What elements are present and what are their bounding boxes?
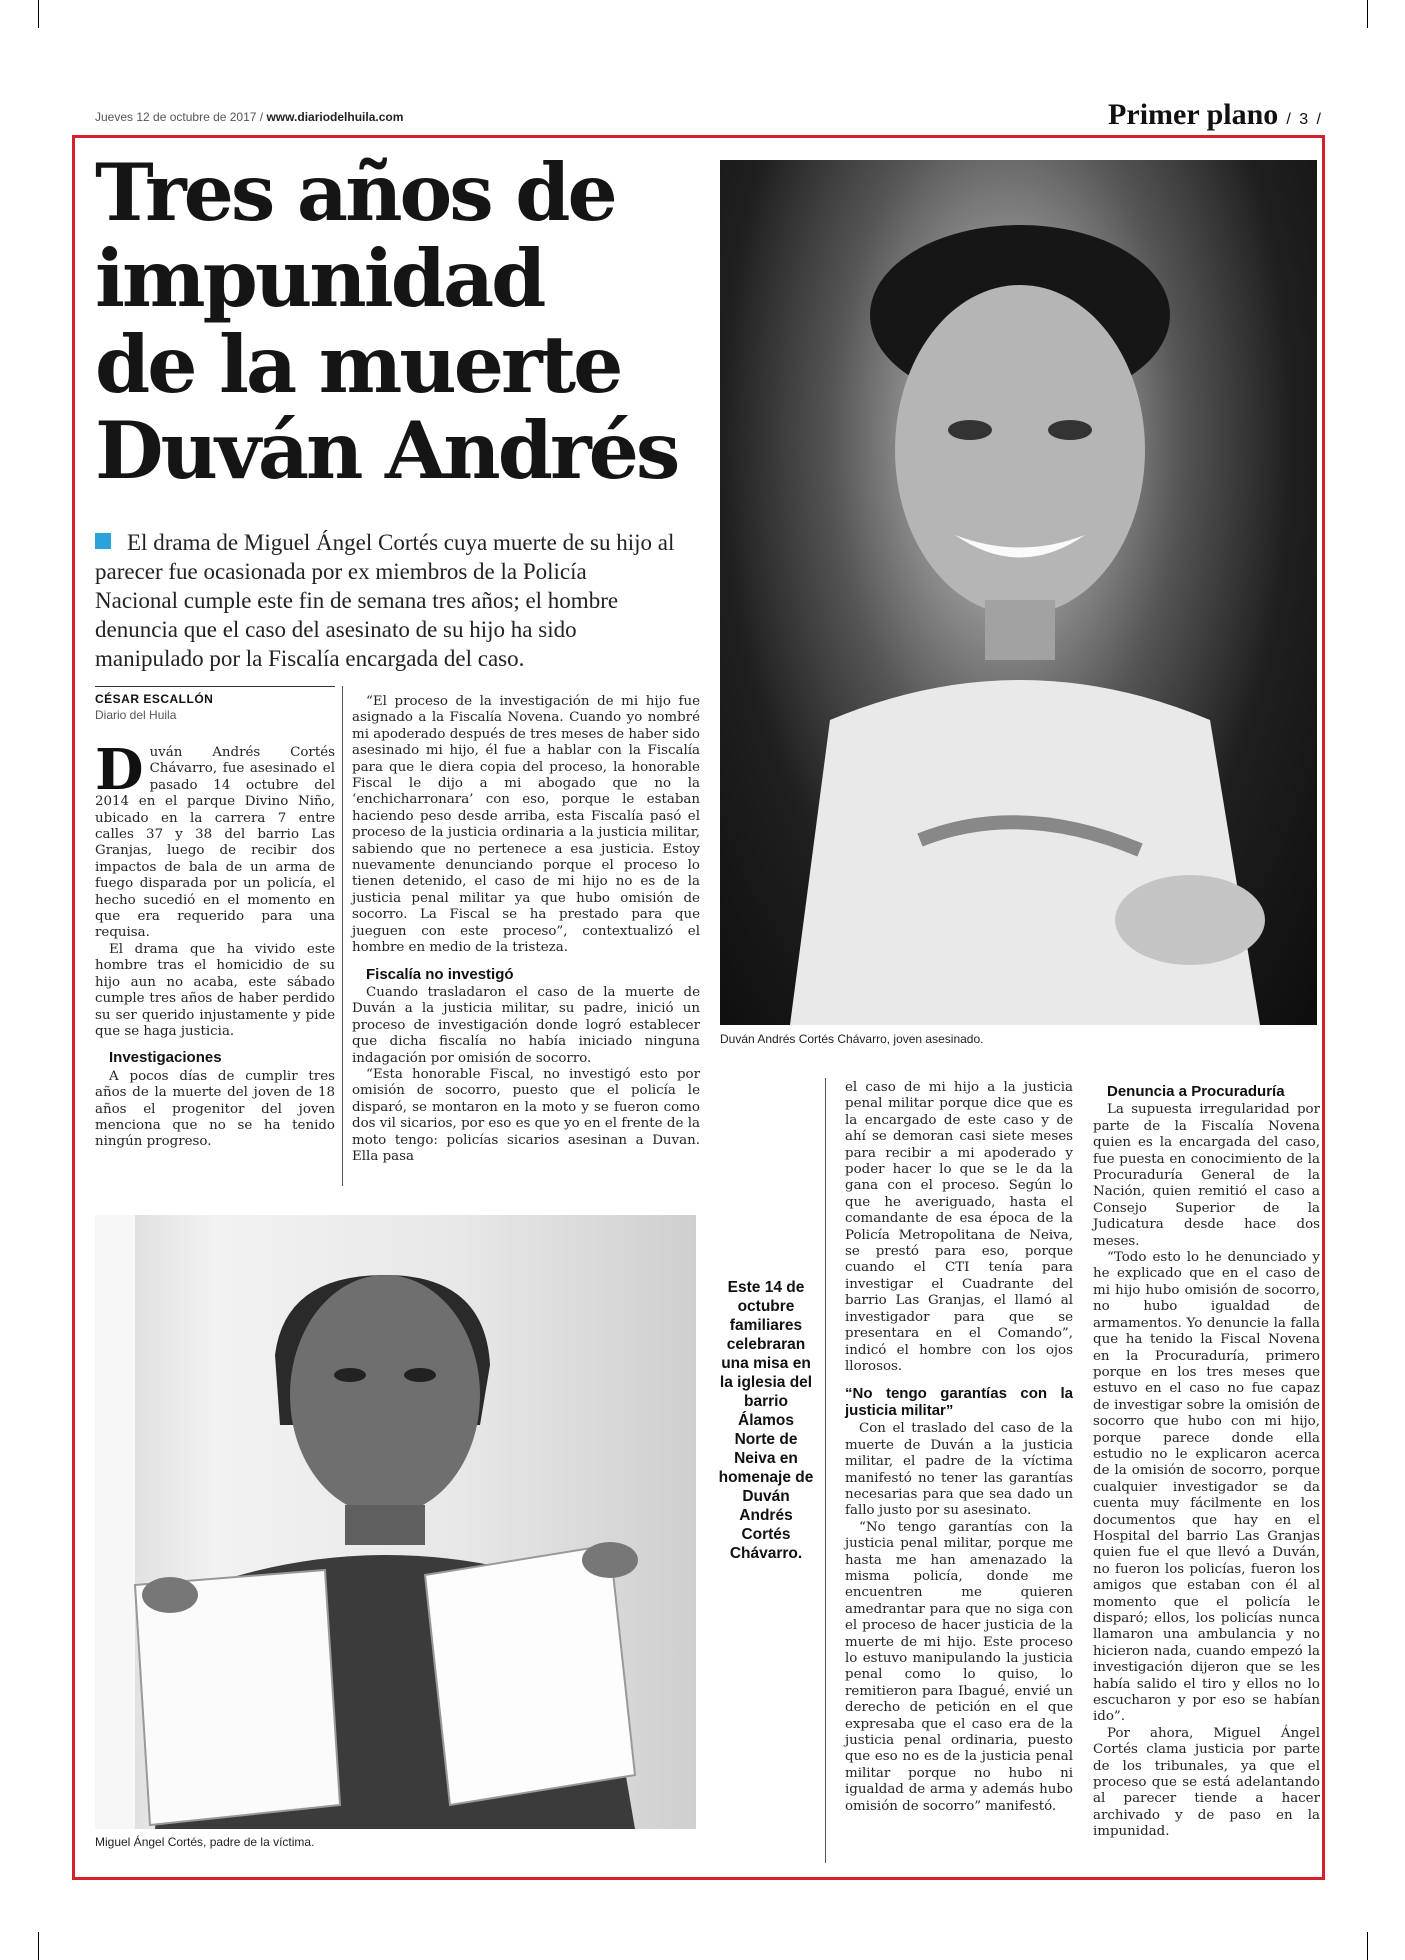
headline-line: Tres años de — [95, 146, 615, 239]
portrait-illustration — [95, 1215, 696, 1829]
crop-mark — [38, 0, 39, 28]
article-paragraph — [95, 737, 335, 942]
byline — [95, 686, 335, 722]
article-paragraph: A pocos días de cumplir tres años de la muerte del joven de 18 años el progenitor del joven menciona que no se ha tenido ningún progreso. — [95, 1068, 335, 1150]
subheading: Investigaciones — [109, 1049, 222, 1067]
issue-date: Jueves 12 de octubre de 2017 / — [95, 110, 264, 124]
page-header-date — [95, 110, 403, 124]
photo-father — [95, 1215, 696, 1829]
drop-cap: D — [95, 737, 144, 803]
author-name: CÉSAR ESCALLÓN — [95, 692, 214, 706]
article-paragraph: el caso de mi hijo a la justicia penal militar porque dice que es la encargado de este caso y de ahí se demoran casi siete meses para recibir a mi apoderado y poder hacer lo que se le da la gana con el proceso. Según lo que he averiguado, hasta el comandante de esa época de la Policía Metropolitana de Neiva, se prestó para eso, porque cuando el CTI tenía para investigar el Cuadrante del barrio Las Granjas, el llamó al investigador para que se presentara en el Comando”, indicó el hombre con los ojos llorosos. — [845, 1080, 1073, 1374]
article-paragraph: “El proceso de la investigación de mi hijo fue asignado a la Fiscalía Novena. Cuando yo nombré mi apoderado después de tres meses de haber sido asesinado mi hijo, él fue a hablar con la Fiscalía para que le diera copia del proceso, la honorable Fiscal le dijo a mi abogado que no la ‘enchicharronara’ con eso, porque le estaban haciendo peso desde arriba, esta Fiscalía pasó el proceso de la justicia ordinaria a la justicia militar, sabiendo que no pertenece a esa justicia. Estoy nuevamente denunciando porque el proceso lo tienen detenido, el caso de mi hijo no es de la justicia penal militar ya que hubo omisión de socorro. La Fiscal se ha prestado para que jueguen con este proceso”, contextualizó el hombre en medio de la tristeza. — [352, 694, 700, 956]
column-divider — [342, 686, 343, 1186]
column-divider — [825, 1078, 826, 1863]
crop-mark — [1367, 1932, 1368, 1960]
lead-paragraph — [95, 528, 675, 673]
subheading: “No tengo garantías con la justicia militar” — [845, 1385, 1073, 1420]
article-paragraph: Cuando trasladaron el caso de la muerte de Duván a la justicia militar, su padre, inició un proceso de investigación donde logró establecer que dicha fiscalía no había iniciado ninguna indagación por omisión de socorro. — [352, 984, 700, 1066]
article-column-3 — [845, 1080, 1073, 1815]
crop-mark — [38, 1932, 39, 1960]
website-link[interactable]: www.diariodelhuila.com — [266, 110, 404, 124]
bullet-square-icon — [95, 533, 111, 549]
photo-caption: Duván Andrés Cortés Chávarro, joven asesinado. — [720, 1032, 984, 1046]
section-title: Primer plano — [1108, 98, 1279, 131]
headline-line: impunidad — [95, 232, 544, 325]
headline — [95, 146, 705, 497]
section-label — [1108, 98, 1323, 132]
article-paragraph: “Todo esto lo he denunciado y he explicado que en el caso de mi hijo hubo omisión de socorro, no hubo igualdad de armamentos. Yo denuncie la falla que ha tenido la Fiscal Novena en la Procuraduría, primero porque en los tres meses que estuvo en el caso no fue capaz de investigar sobre la omisión de socorro que hubo con mi hijo, porque parece donde ella estudio no le explicaron acerca de la omisión de socorro, porque cualquier investigador se da cuenta muy fácilmente en los documentos que hay en el Hospital del barrio Las Granjas quien fue el que llevó a Duván, no fueron los policías, fueron los amigos que estaban con él al momento que el policía le disparó; ellos, los policías nunca llamaron una ambulancia y no hicieron nada, cuando empezó la investigación dijeron que se les había salido el tiro y ellos no lo escucharon y por eso se habían ido”. — [1093, 1250, 1320, 1725]
article-paragraph: Por ahora, Miguel Ángel Cortés clama justicia por parte de los tribunales, ya que el proceso que se está adelantando al parecer tiende a hacer archivado y de paso en la impunidad. — [1093, 1725, 1320, 1840]
article-paragraph: “Esta honorable Fiscal, no investigó esto por omisión de socorro, puesto que el policía le disparó, se montaron en la moto y se fueron como dos vil sicarios, por eso es que yo en el frente de la moto tengo: policías sicarios asesinan a Duvan. Ella pasa — [352, 1066, 700, 1164]
crop-mark — [1367, 0, 1368, 28]
page-number: / 3 / — [1286, 111, 1323, 128]
photo-victim — [720, 160, 1317, 1025]
article-paragraph: La supuesta irregularidad por parte de la Fiscalía Novena quien es la encargada del caso, fue puesta en conocimiento de la Procuraduría General de la Nación, quien remitió el caso a Consejo Superior de la Judicatura desde hace dos meses. — [1093, 1102, 1320, 1249]
portrait-illustration — [720, 160, 1317, 1025]
article-paragraph: “No tengo garantías con la justicia penal militar, porque me hasta me han amenazado la misma policía, donde me encuentren me quieren amedrantar para que no siga con el proceso de hacer justicia de la muerte de mi hijo. Este proceso lo estuvo manipulando la justicia penal como lo quiso, lo remitieron para Ibagué, envié un derecho de petición en el que expresaba que el caso era de la justicia penal ordinaria, puesto que eso no es de la justicia penal militar porque no hubo ni igualdad de arma y además hubo omisión de socorro” manifestó. — [845, 1519, 1073, 1814]
lead-text: El drama de Miguel Ángel Cortés cuya muerte de su hijo al parecer fue ocasionada por ex miembros de la Policía Nacional cumple este fin de semana tres años; el hombre denuncia que el caso del asesinato de su hijo ha sido manipulado por la Fiscalía encargada del caso. — [95, 530, 675, 671]
headline-line: de la muerte — [95, 318, 621, 411]
article-paragraph: Con el traslado del caso de la muerte de Duván a la justicia militar, el padre de la víctima manifestó no tener las garantías necesarias para que sea dado un fallo justo por su asesinato. — [845, 1421, 1073, 1519]
article-column-4 — [1093, 1074, 1320, 1841]
article-column-2 — [352, 694, 700, 1165]
subheading: Denuncia a Procuraduría — [1107, 1083, 1285, 1100]
subheading: Fiscalía no investigó — [366, 965, 514, 983]
article-column-1 — [95, 737, 335, 1151]
headline-line: Duván Andrés — [95, 404, 678, 497]
publication-name: Diario del Huila — [95, 708, 177, 722]
paragraph-text: uván Andrés Cortés Chávarro, fue asesinado el pasado 14 octubre del 2014 en el parque Divino Niño, ubicado en la carrera 7 entre calles 37 y 38 del barrio Las Granjas, luego de recibir dos impactos de bala de un arma de fuego disparada por un policía, el hecho sucedió en el momento en que era requerido para una requisa. — [95, 745, 335, 941]
pull-quote: Este 14 de octubre familiares celebraran una misa en la iglesia del barrio Álamos Norte de Neiva en homenaje de Duván Andrés Cortés Chávarro. — [718, 1279, 814, 1562]
photo-caption: Miguel Ángel Cortés, padre de la víctima. — [95, 1835, 315, 1849]
article-paragraph: El drama que ha vivido este hombre tras el homicidio de su hijo aun no acaba, este sábado cumple tres años de haber perdido su ser querido injustamente y pide que se haga justicia. — [95, 941, 335, 1039]
